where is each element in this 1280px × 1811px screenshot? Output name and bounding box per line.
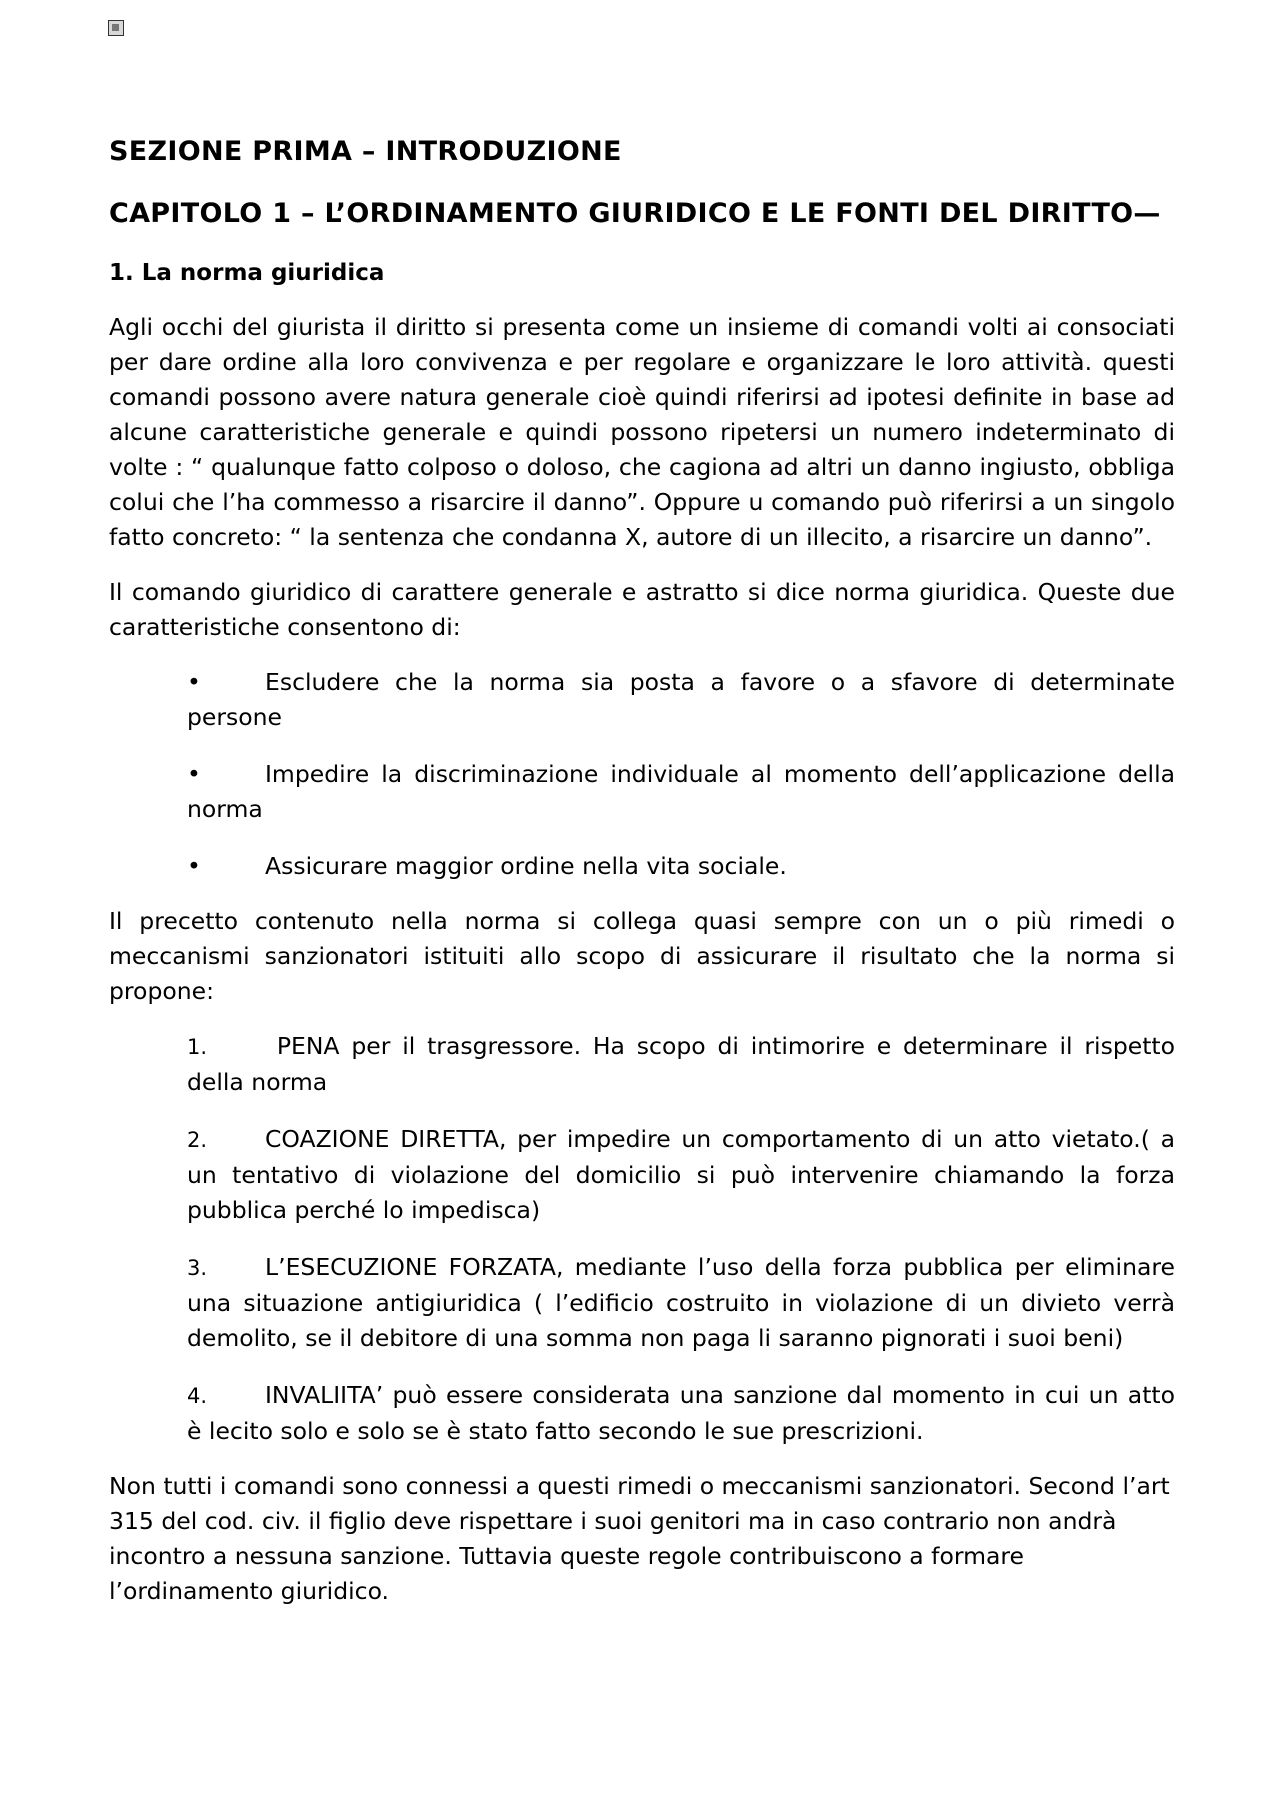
bullet-marker: • xyxy=(187,668,201,696)
list-item xyxy=(187,849,1175,884)
list-item xyxy=(187,1122,1175,1228)
section-title: SEZIONE PRIMA – INTRODUZIONE xyxy=(109,136,622,167)
subsection-title: 1. La norma giuridica xyxy=(109,260,385,286)
document-page xyxy=(109,132,1175,1609)
paragraph-conclusione: Non tutti i comandi sono connessi a questi rimedi o meccanismi sanzionatori. Second l’art 315 del cod. civ. il figlio deve rispettare i suoi genitori ma in caso contrario non andrà incontro a nessuna sanzione. Tuttavia queste regole contribuiscono a formare l’ordinamento giuridico. xyxy=(109,1472,1170,1605)
bullet-marker: • xyxy=(187,852,201,880)
document-icon xyxy=(108,20,124,36)
list-item-text: Impedire la discriminazione individuale al momento dell’applicazione della norma xyxy=(187,760,1175,823)
list-item xyxy=(187,665,1175,735)
chapter-title: CAPITOLO 1 – L’ORDINAMENTO GIURIDICO E LE FONTI DEL DIRITTO— xyxy=(109,198,1161,229)
number-marker: 4. xyxy=(187,1384,208,1408)
list-item xyxy=(187,757,1175,827)
number-marker: 2. xyxy=(187,1128,208,1152)
bullet-marker: • xyxy=(187,760,201,788)
list-item xyxy=(187,1029,1175,1100)
number-marker: 3. xyxy=(187,1256,208,1280)
number-marker: 1. xyxy=(187,1035,208,1059)
list-item-text: PENA per il trasgressore. Ha scopo di intimorire e determinare il rispetto della norma xyxy=(187,1032,1175,1096)
list-item xyxy=(187,1250,1175,1356)
list-item-text: L’ESECUZIONE FORZATA, mediante l’uso della forza pubblica per eliminare una situazione antigiuridica ( l’edificio costruito in violazione di un divieto verrà demolito, se il debitore di una somma non paga li saranno pignorati i suoi beni) xyxy=(187,1253,1175,1352)
list-item-text: Assicurare maggior ordine nella vita sociale. xyxy=(265,852,787,880)
list-item-text: COAZIONE DIRETTA, per impedire un comportamento di un atto vietato.( a un tentativo di violazione del domicilio si può intervenire chiamando la forza pubblica perché lo impedisca) xyxy=(187,1125,1175,1224)
numbered-list xyxy=(187,1029,1175,1449)
list-item xyxy=(187,1378,1175,1449)
list-item-text: Escludere che la norma sia posta a favore o a sfavore di determinate persone xyxy=(187,668,1175,731)
list-item-text: INVALIITA’ può essere considerata una sanzione dal momento in cui un atto è lecito solo e solo se è stato fatto secondo le sue prescrizioni. xyxy=(187,1381,1175,1445)
paragraph-precetto: Il precetto contenuto nella norma si collega quasi sempre con un o più rimedi o meccanismi sanzionatori istituiti allo scopo di assicurare il risultato che la norma si propone: xyxy=(109,907,1175,1005)
bullet-list xyxy=(187,665,1175,884)
paragraph-intro: Agli occhi del giurista il diritto si presenta come un insieme di comandi volti ai consociati per dare ordine alla loro convivenza e per regolare e organizzare le loro attività. questi comandi possono avere natura generale cioè quindi riferirsi ad ipotesi definite in base ad alcune caratteristiche generale e quindi possono ripetersi un numero indeterminato di volte : “ qualunque fatto colposo o doloso, che cagiona ad altri un danno ingiusto, obbliga colui che l’ha commesso a risarcire il danno”. Oppure u comando può riferirsi a un singolo fatto concreto: “ la sentenza che condanna X, autore di un illecito, a risarcire un danno”. xyxy=(109,313,1175,551)
paragraph-norma: Il comando giuridico di carattere generale e astratto si dice norma giuridica. Queste due caratteristiche consentono di: xyxy=(109,578,1175,641)
